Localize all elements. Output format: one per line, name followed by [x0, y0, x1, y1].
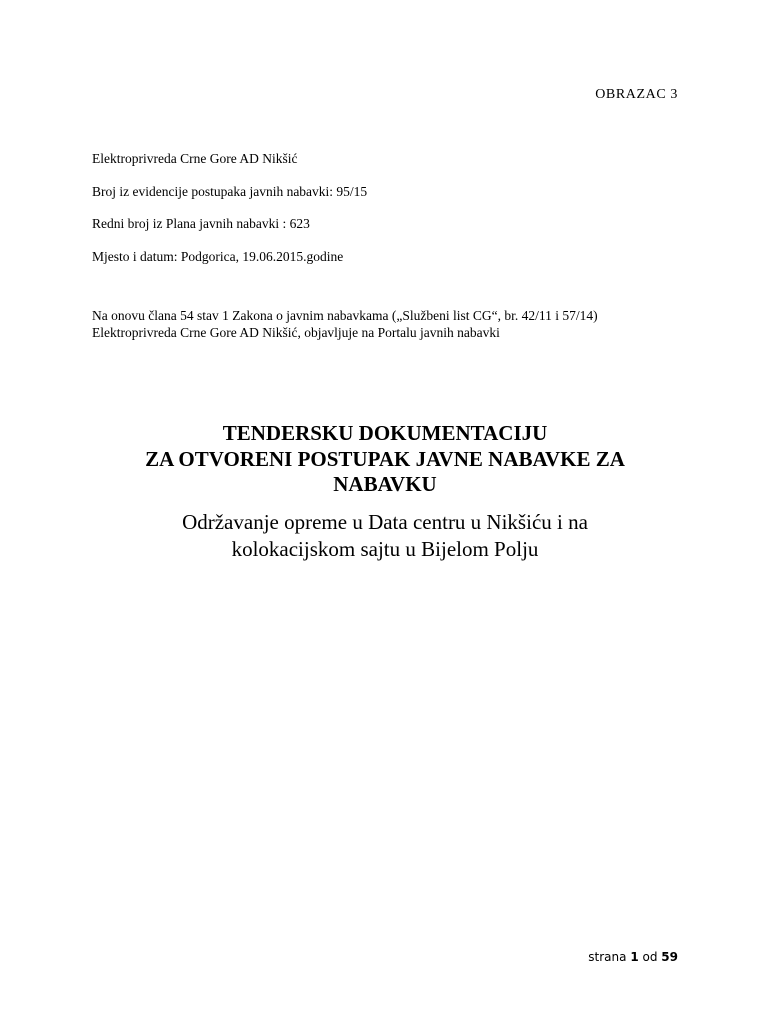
procurement-record-number: Broj iz evidencije postupaka javnih nabavki: 95/15 — [92, 183, 368, 199]
company-name: Elektroprivreda Crne Gore AD Nikšić — [92, 151, 298, 166]
intro-paragraph — [92, 307, 692, 341]
subject-line: Održavanje opreme u Data centru u Nikšiću i na — [182, 510, 588, 534]
title-line: ZA OTVORENI POSTUPAK JAVNE NABAVKE ZA — [145, 446, 625, 471]
intro-line: Elektroprivreda Crne Gore AD Nikšić, objavljuje na Portalu javnih nabavki — [92, 325, 500, 340]
form-label: OBRAZAC 3 — [595, 87, 678, 102]
page-number — [588, 950, 678, 964]
contracting-authority-info — [92, 150, 367, 280]
subject-line: kolokacijskom sajtu u Bijelom Polju — [231, 537, 539, 561]
document-title — [0, 421, 770, 498]
plan-number: Redni broj iz Plana javnih nabavki : 623 — [92, 216, 310, 231]
place-and-date: Mjesto i datum: Podgorica, 19.06.2015.godine — [92, 248, 344, 264]
current-page: 1 — [630, 950, 639, 964]
title-line: NABAVKU — [333, 472, 437, 496]
of-word: od — [642, 950, 658, 964]
procurement-subject — [0, 509, 770, 563]
total-pages: 59 — [661, 950, 678, 964]
intro-line: Na onovu člana 54 stav 1 Zakona o javnim nabavkama („Službeni list CG“, br. 42/11 i 57/14) — [92, 308, 598, 323]
title-line: TENDERSKU DOKUMENTACIJU — [222, 421, 548, 445]
page-word: strana — [588, 950, 627, 964]
